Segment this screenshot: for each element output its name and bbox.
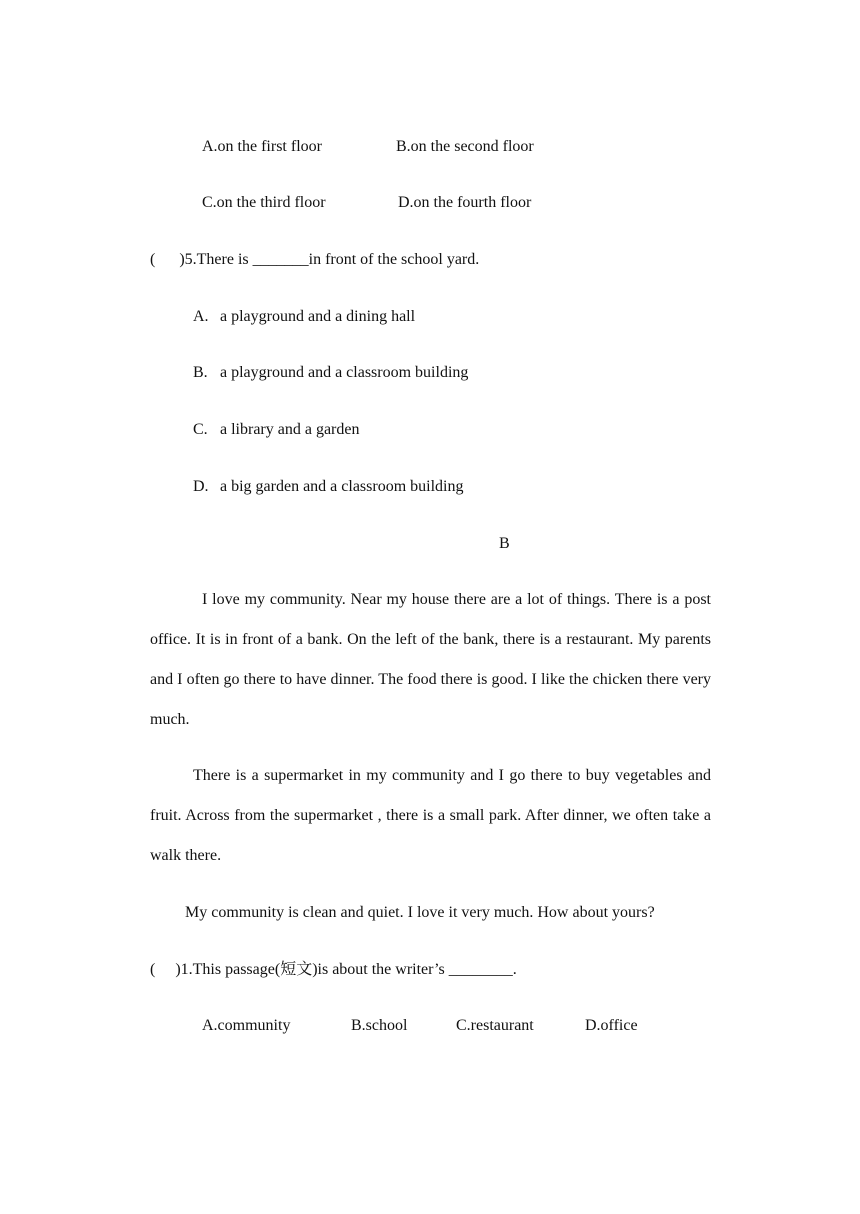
q5-option-d — [193, 477, 464, 497]
passage-paragraph-2: There is a supermarket in my community and I go there to buy vegetables and fruit. Across from the supermarket , there is a small park. After dinner, we often take a walk there. — [150, 767, 711, 864]
option-label: D. — [193, 478, 209, 495]
q5-option-a — [193, 307, 415, 327]
option-text: a big garden and a classroom building — [220, 478, 464, 495]
option-text: a playground and a dining hall — [220, 308, 416, 325]
q1-option-b: B.school — [351, 1017, 408, 1034]
q4-option-b: B.on the second floor — [396, 138, 534, 155]
q5-option-c — [193, 420, 359, 440]
q5-stem: ( )5.There is _______in front of the school yard. — [150, 251, 480, 268]
q4-option-d: D.on the fourth floor — [398, 194, 532, 211]
q1-option-a: A.community — [202, 1017, 291, 1034]
option-text: a library and a garden — [220, 421, 360, 438]
q5-option-b — [193, 363, 468, 383]
passage-paragraph-1: I love my community. Near my house there are a lot of things. There is a post office. It is in front of a bank. On the left of the bank, there is a restaurant. My parents and I often go there to have dinner. The food there is good. I like the chicken there very much. — [150, 591, 711, 728]
option-label: A. — [193, 308, 209, 325]
option-label: B. — [193, 364, 208, 381]
passage-paragraph-3: My community is clean and quiet. I love it very much. How about yours? — [185, 904, 655, 921]
q4-option-c: C.on the third floor — [202, 194, 326, 211]
option-text: a playground and a classroom building — [220, 364, 469, 381]
q1-stem: ( )1.This passage(短文)is about the writer’s ________. — [150, 961, 517, 978]
q1-option-c: C.restaurant — [456, 1017, 534, 1034]
q1-option-d: D.office — [585, 1017, 638, 1034]
section-heading: B — [499, 535, 510, 552]
q4-option-a: A.on the first floor — [202, 138, 322, 155]
option-label: C. — [193, 421, 208, 438]
